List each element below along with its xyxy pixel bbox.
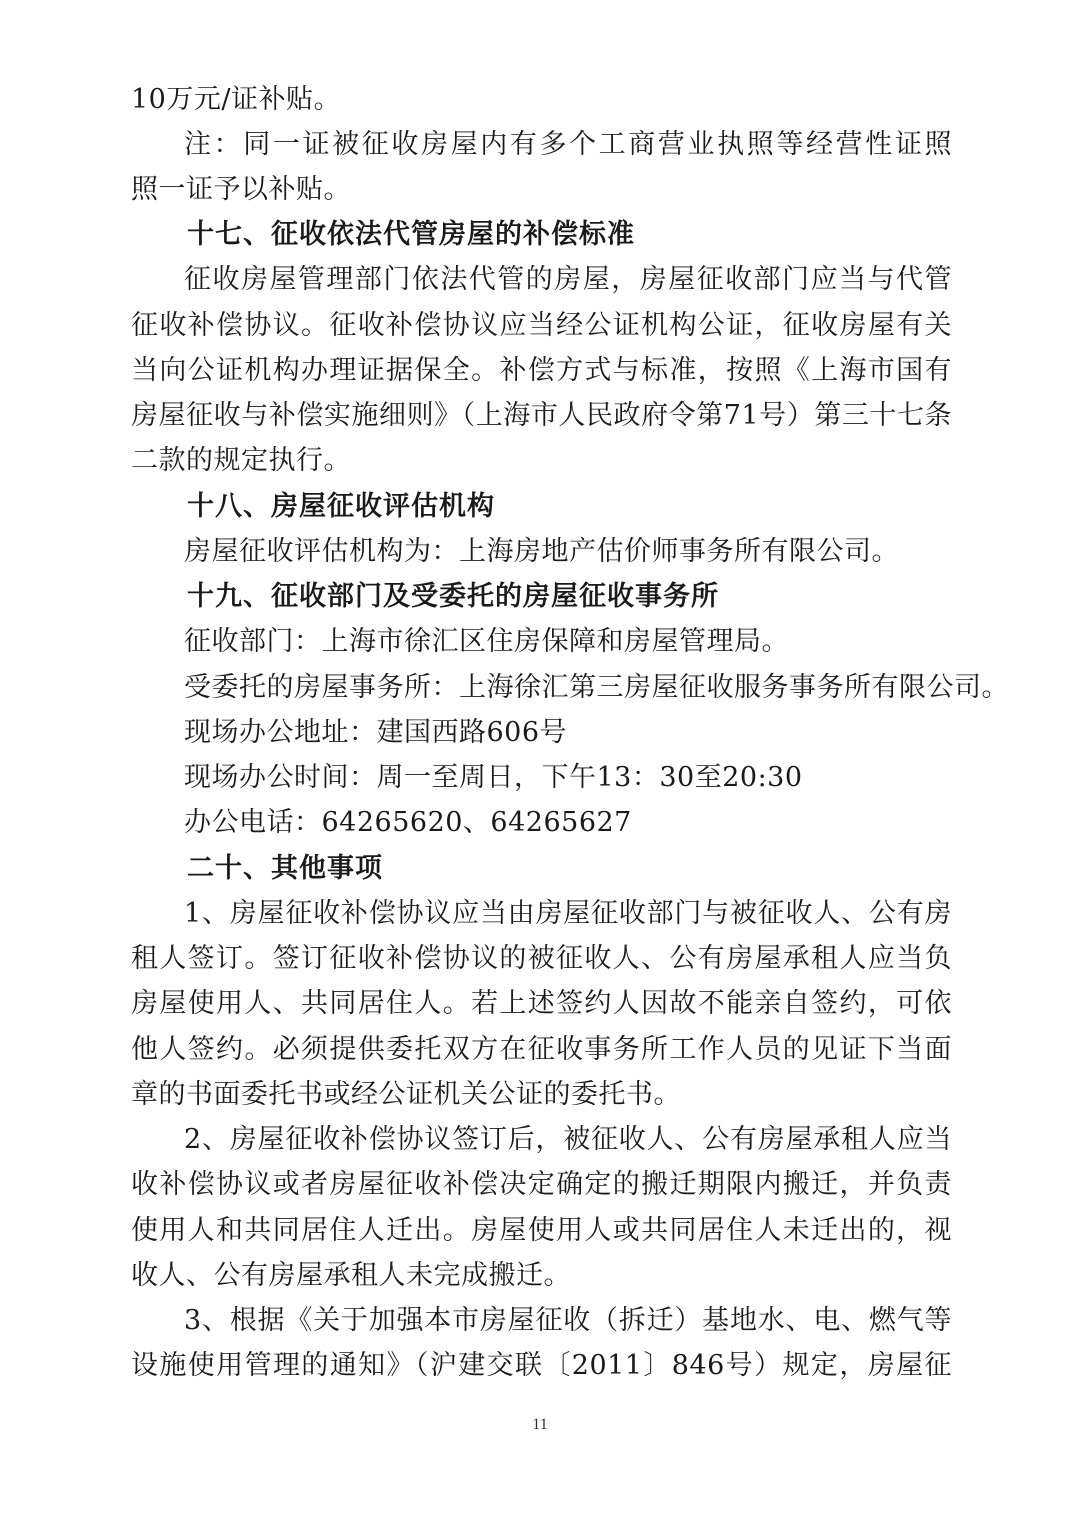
- section-heading: 十九、征收部门及受委托的房屋征收事务所: [187, 581, 719, 612]
- text-line: 现场办公地址：建国西路606号: [184, 717, 568, 748]
- page-number: 11: [532, 1416, 548, 1433]
- text-line: 注：同一证被征收房屋内有多个工商营业执照等经营性证照: [184, 129, 952, 160]
- text-line: 2、房屋征收补偿协议签订后，被征收人、公有房屋承租人应当: [184, 1124, 952, 1155]
- text-line: 征收补偿协议。征收补偿协议应当经公证机构公证，征收房屋有关: [131, 310, 952, 341]
- text-line: 1、房屋征收补偿协议应当由房屋征收部门与被征收人、公有房: [184, 898, 952, 929]
- text-line: 受委托的房屋事务所：上海徐汇第三房屋征收服务事务所有限公司。: [184, 672, 1009, 703]
- text-line: 房屋征收评估机构为：上海房地产估价师事务所有限公司。: [184, 536, 899, 567]
- text-line: 征收部门：上海市徐汇区住房保障和房屋管理局。: [184, 626, 789, 657]
- text-line: 使用人和共同居住人迁出。房屋使用人或共同居住人未迁出的，视: [131, 1215, 952, 1246]
- text-line: 房屋使用人、共同居住人。若上述签约人因故不能亲自签约，可依: [131, 988, 952, 1019]
- text-line: 收人、公有房屋承租人未完成搬迁。: [131, 1260, 571, 1291]
- section-heading: 十七、征收依法代管房屋的补偿标准: [187, 219, 635, 250]
- text-line: 办公电话：64265620、64265627: [184, 807, 632, 838]
- text-line: 章的书面委托书或经公证机关公证的委托书。: [131, 1079, 681, 1110]
- text-line: 设施使用管理的通知》（沪建交联〔2011〕846号）规定，房屋征: [131, 1350, 952, 1381]
- text-line: 房屋征收与补偿实施细则》（上海市人民政府令第71号）第三十七条: [131, 400, 952, 431]
- text-line: 征收房屋管理部门依法代管的房屋，房屋征收部门应当与代管: [184, 264, 952, 295]
- text-line: 他人签约。必须提供委托双方在征收事务所工作人员的见证下当面: [131, 1034, 952, 1065]
- text-line: 照一证予以补贴。: [131, 174, 351, 205]
- text-line: 3、根据《关于加强本市房屋征收（拆迁）基地水、电、燃气等: [184, 1305, 952, 1336]
- section-heading: 二十、其他事项: [187, 853, 383, 884]
- text-line: 现场办公时间：周一至周日，下午13：30至20:30: [184, 762, 803, 793]
- text-line: 租人签订。签订征收补偿协议的被征收人、公有房屋承租人应当负: [131, 943, 952, 974]
- text-line: 二款的规定执行。: [131, 445, 351, 476]
- text-line: 收补偿协议或者房屋征收补偿决定确定的搬迁期限内搬迁，并负责: [131, 1169, 952, 1200]
- text-line: 10万元/证补贴。: [131, 84, 341, 115]
- text-line: 当向公证机构办理证据保全。补偿方式与标准，按照《上海市国有: [131, 355, 952, 386]
- section-heading: 十八、房屋征收评估机构: [187, 491, 495, 522]
